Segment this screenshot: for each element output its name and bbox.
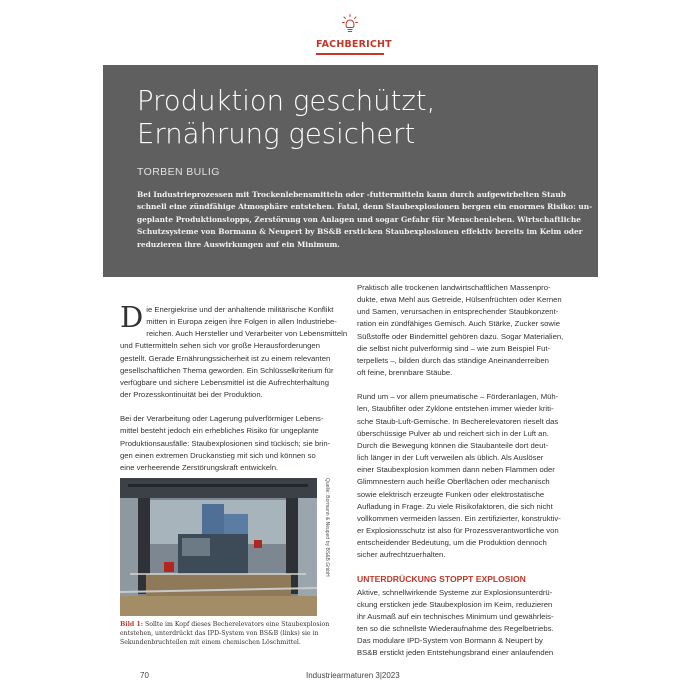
body-paragraph bbox=[120, 413, 335, 474]
text-line: Aufladung in Frage. Zu viele Risikofaktoren, die sich nicht bbox=[357, 501, 553, 511]
photo-caption bbox=[120, 620, 335, 647]
title-line: Ernährung gesichert bbox=[137, 118, 416, 150]
text-line: Aktive, schnellwirkende Systeme zur Explosionsunterdrü- bbox=[357, 587, 553, 597]
text-line: gen einen extremen Druckanstieg mit sich und können so bbox=[120, 450, 316, 460]
text-line: reichen. Auch Hersteller und Verarbeiter von Lebensmitteln bbox=[146, 329, 348, 339]
text-line: die selbst nicht pulverförmig sind – wie zum Beispiel Fut- bbox=[357, 343, 551, 353]
lead-paragraph bbox=[137, 189, 593, 251]
photo-credit bbox=[322, 478, 332, 616]
text-line: len, Staubfilter oder Zyklone entstehen immer wieder kriti- bbox=[357, 404, 554, 414]
text-line: einer Staubexplosion kommen dann neben Flammen oder bbox=[357, 465, 555, 475]
text-line: Bei der Verarbeitung oder Lagerung pulverförmiger Lebens- bbox=[120, 414, 324, 424]
text-line: gestellt. Gerade Ernährungssicherheit ist zu einem relevanten bbox=[120, 353, 331, 363]
text-line: mittel besteht jedoch ein erhebliches Risiko für ungeplante bbox=[120, 426, 319, 436]
text-line: dukte, etwa Mehl aus Getreide, Hülsenfrüchten oder Kernen bbox=[357, 295, 562, 305]
text-line: der Prozesskontinuität bei der Produktion. bbox=[120, 390, 263, 400]
lead-line: reduzieren ihre Auswirkungen auf ein Minimum. bbox=[137, 239, 340, 249]
text-line: überschüssige Pulver ab und reichert sich in der Luft an. bbox=[357, 428, 549, 438]
lead-line: schnell eine zündfähige Atmosphäre entstehen. Fatal, denn Staubexplosionen bergen ein enormes Risiko: un- bbox=[137, 202, 593, 212]
section-subheading: UNTERDRÜCKUNG STOPPT EXPLOSION bbox=[357, 574, 526, 585]
lightbulb-icon bbox=[342, 14, 358, 34]
category-label: FACHBERICHT bbox=[316, 38, 384, 55]
lead-line: Schutzsysteme von Bormann & Neupert by BS&B ersticken Staubexplosionen effektiv bereits im Keim oder bbox=[137, 227, 583, 237]
article-title bbox=[137, 85, 587, 151]
text-line: mitten in Europa zeigen ihre Folgen in allen Industriebe- bbox=[146, 317, 337, 327]
text-line: Das modulare IPD-System von Bormann & Neupert by bbox=[357, 636, 543, 646]
text-line: ihr Ausmaß auf ein technisches Minimum und gewährleis- bbox=[357, 611, 554, 621]
text-line: ten so die schnellste Wiederaufnahme des Regelbetriebs. bbox=[357, 624, 554, 634]
text-line: eine verheerende Zerstörungskraft entwickeln. bbox=[120, 462, 279, 472]
text-line: ration ein zündfähiges Gemisch. Auch Stärke, Zucker sowie bbox=[357, 319, 560, 329]
caption-text: Sollte im Kopf dieses Becherelevators eine Staubexplosion bbox=[143, 621, 330, 628]
text-line: ie Energiekrise und der anhaltende militärische Konflikt bbox=[146, 305, 334, 314]
page-number: 70 bbox=[140, 671, 149, 680]
caption-label: Bild 1: bbox=[120, 621, 144, 628]
text-line: entscheidender Bedeutung, um die Produktion dennoch bbox=[357, 538, 547, 548]
body-paragraph bbox=[357, 282, 577, 379]
drop-cap: D bbox=[120, 300, 144, 334]
text-line: ckung ersticken jede Staubexplosion im Keim, reduzieren bbox=[357, 599, 553, 609]
caption-line: entstehen, unterdrückt das IPD-System von BS&B (links) sie in bbox=[120, 630, 319, 637]
article-header bbox=[103, 65, 598, 277]
text-line: Rund um – vor allem pneumatische – Förderanlagen, Müh- bbox=[357, 392, 559, 402]
text-line: sowie elektrisch erzeugte Funken oder elektrostatische bbox=[357, 489, 545, 499]
caption-line: Sekundenbruchteilen mit einem chemischen Löschmittel. bbox=[120, 639, 301, 646]
text-line: und Samen, verursachen in entsprechender Staubkonzent- bbox=[357, 307, 559, 317]
body-column-right bbox=[357, 282, 577, 660]
text-line: oft feine, brennbare Stäube. bbox=[357, 368, 453, 378]
text-line: terpellets –, bilden durch das ständige Aneinanderreiben bbox=[357, 355, 549, 365]
article-photo bbox=[120, 478, 317, 616]
text-line: lich länger in der Luft verweilen als üblich. Als Auslöser bbox=[357, 453, 544, 463]
text-line: Glimmnestern auch heiße Oberflächen oder mechanisch bbox=[357, 477, 550, 487]
lead-line: Bei Industrieprozessen mit Trockenlebensmitteln oder -futtermitteln kann durch aufgewirbelten Staub bbox=[137, 190, 566, 199]
author-name: TORBEN BULIG bbox=[137, 166, 220, 178]
lead-line: geplante Produktionstopps, Zerstörung von Anlagen und sogar Gefahr für Menschenleben. Wirtschaftliche bbox=[137, 214, 581, 224]
body-paragraph bbox=[357, 391, 577, 561]
text-line: gesellschaftlichen Thema geworden. Ein Schlüsselkriterium für bbox=[120, 365, 334, 375]
text-line: und Futtermitteln sehen sich vor große Herausforderungen bbox=[120, 341, 320, 351]
text-line: Produktionsausfälle: Staubexplosionen sind tückisch; sie brin- bbox=[120, 438, 331, 448]
text-line: sche Staub-Luft-Gemische. In Becherelevatoren rieselt das bbox=[357, 416, 559, 426]
text-line: Süßstoffe oder Bindemittel gehören dazu. Sogar Materialien, bbox=[357, 331, 564, 341]
caption-line bbox=[120, 620, 335, 629]
text-line: Durch die Bewegung können die Staubanteile dort deut- bbox=[357, 440, 549, 450]
text-line: verfügbare und sichere Lebensmittel ist die Aufrechterhaltung bbox=[120, 377, 329, 387]
body-paragraph bbox=[357, 587, 577, 660]
body-paragraph bbox=[120, 300, 348, 401]
text-line: vollkommen vermeiden lassen. Ein zertifizierter, konstruktiv- bbox=[357, 513, 561, 523]
text-line: Praktisch alle trockenen landwirtschaftlichen Massenpro- bbox=[357, 283, 551, 292]
body-column-left bbox=[120, 300, 348, 486]
text-line: BS&B erstickt jeden Entstehungsbrand einer anlaufenden bbox=[357, 648, 554, 658]
title-line: Produktion geschützt, bbox=[137, 85, 436, 117]
magazine-issue: Industriearmaturen 3|2023 bbox=[306, 671, 400, 680]
photo-credit-text: Quelle: Bormann & Neupert by BS&B GmbH bbox=[324, 478, 330, 577]
text-line: er Explosionsschutz ist also für Prozessverantwortliche von bbox=[357, 525, 559, 535]
text-line: sicher aufrechtzuerhalten. bbox=[357, 550, 446, 560]
